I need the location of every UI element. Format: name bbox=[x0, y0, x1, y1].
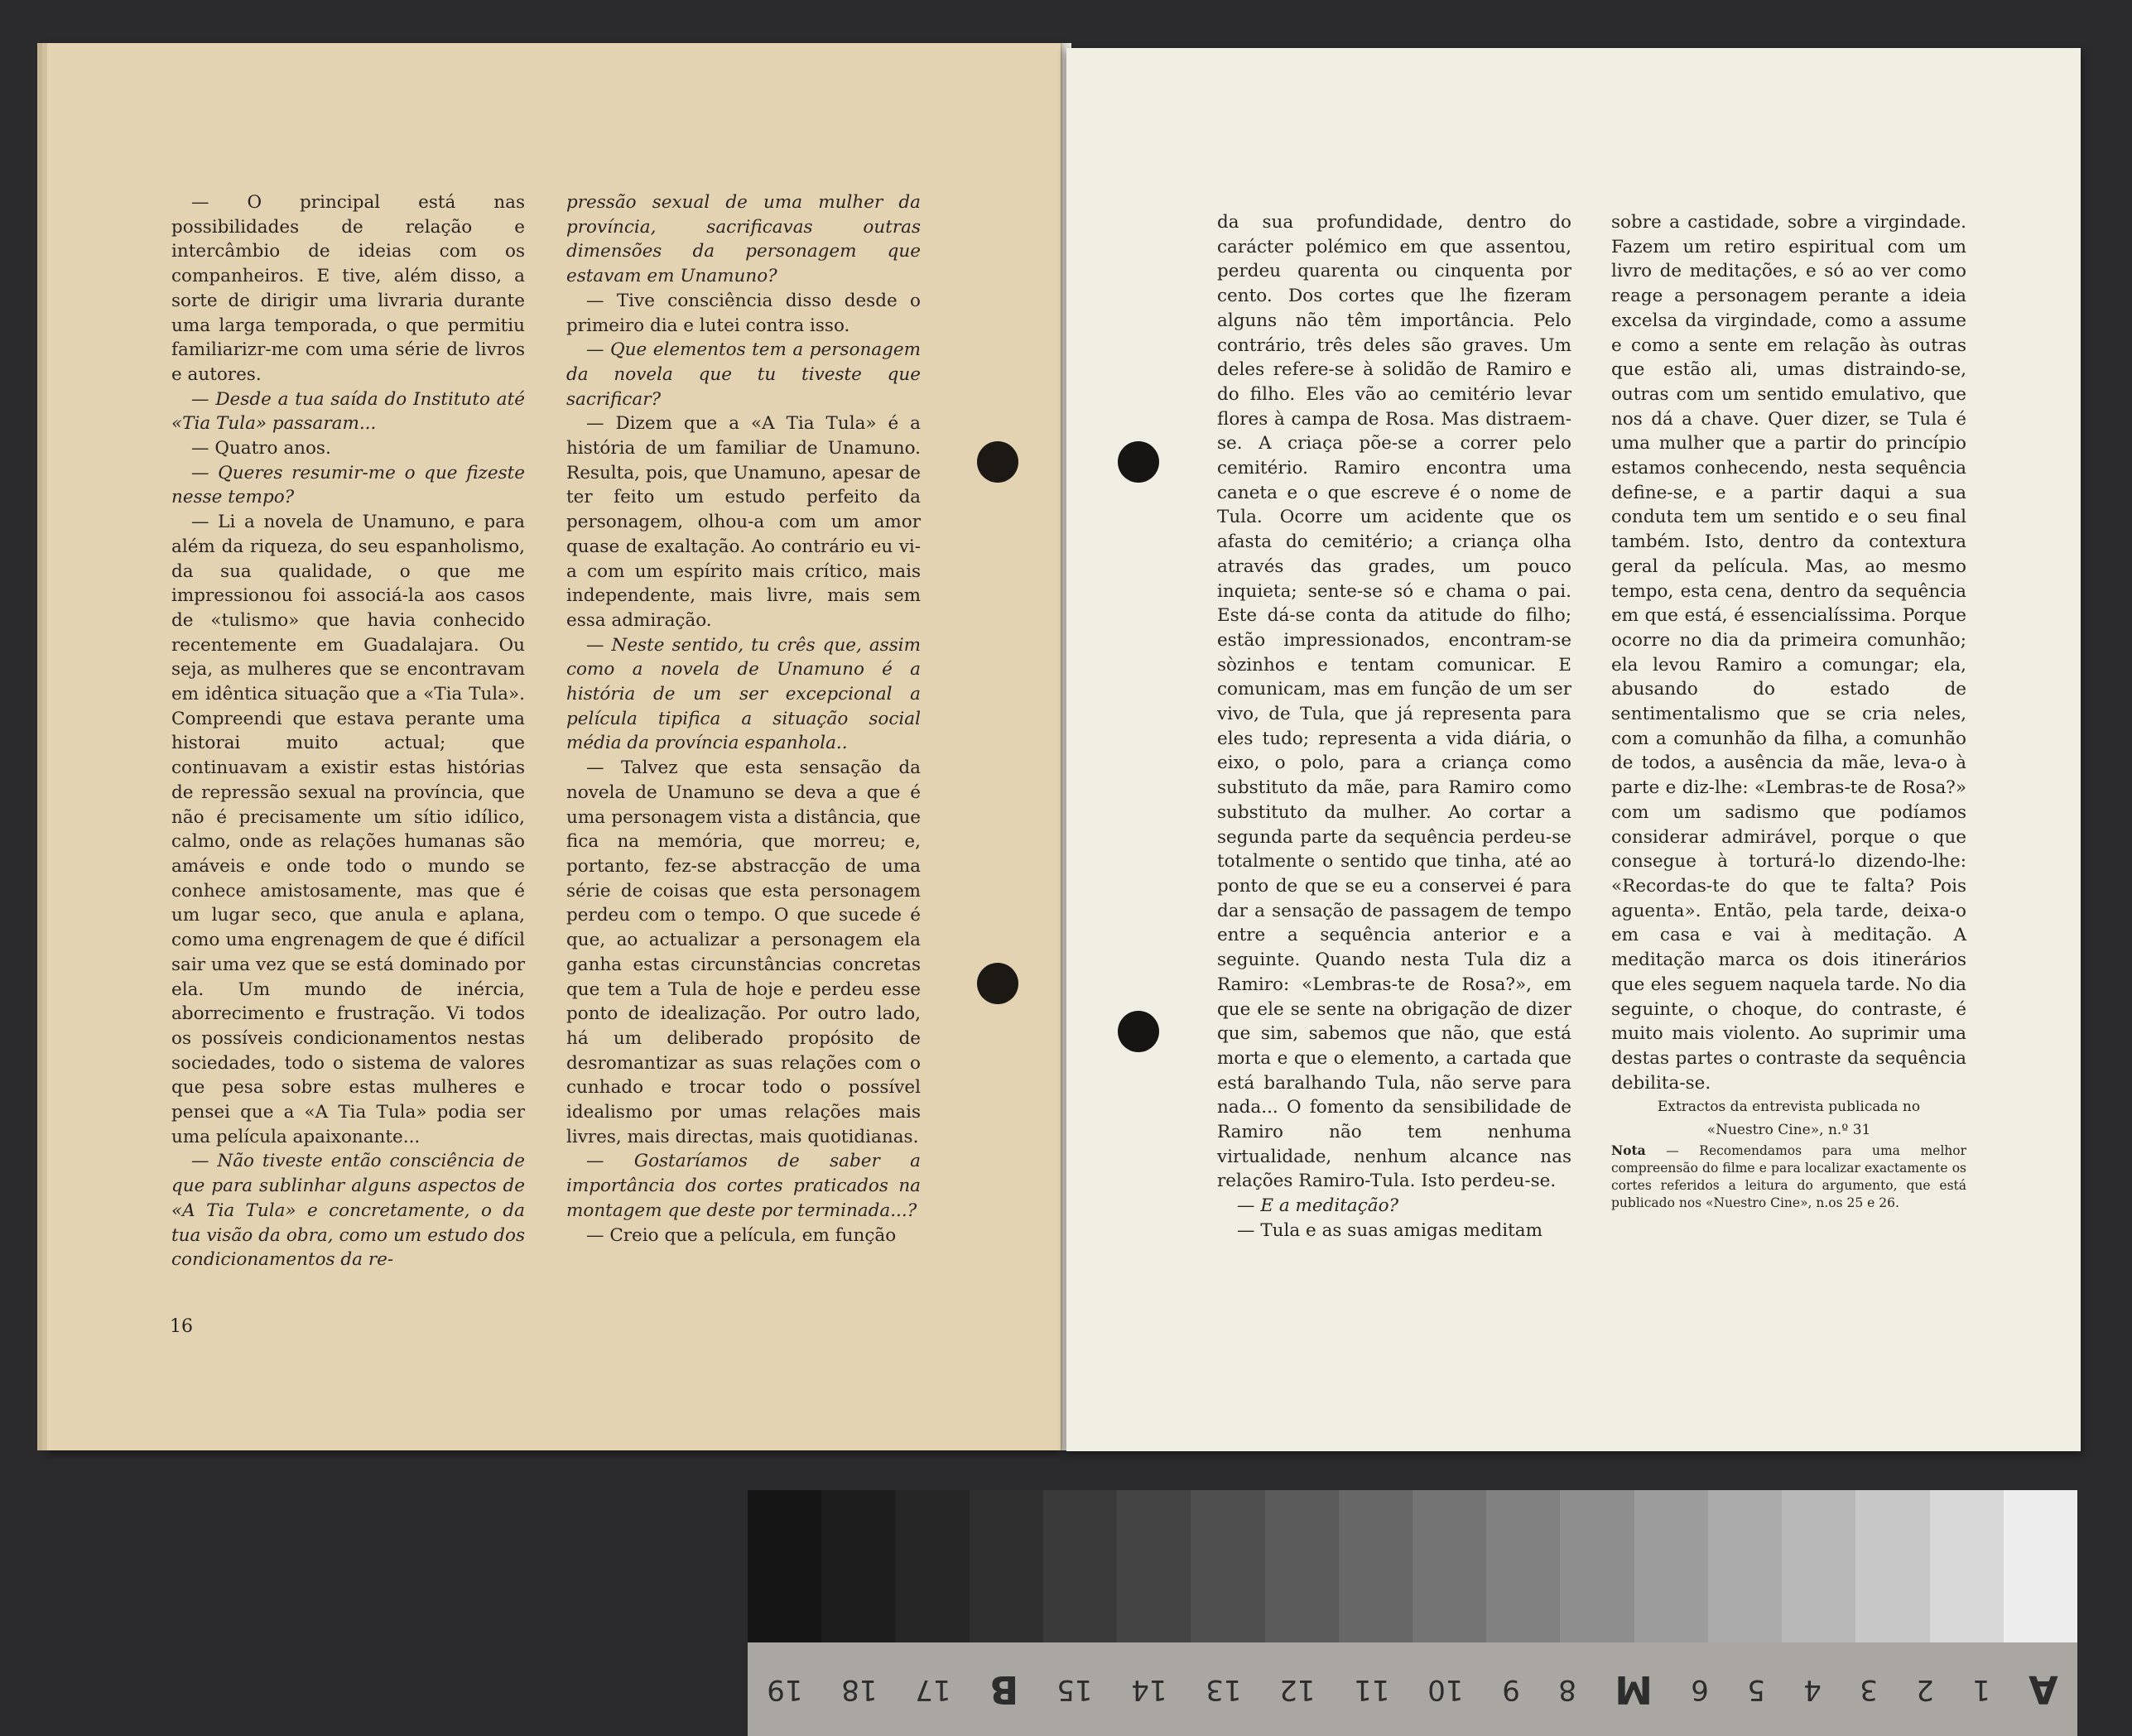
binder-hole-left-top bbox=[977, 441, 1018, 483]
gray-swatch bbox=[1486, 1490, 1560, 1642]
scale-label: 2 bbox=[1916, 1672, 1935, 1706]
answer-paragraph: — Dizem que a «A Tia Tula» é a história de um familiar de Unamuno. Resulta, pois, que Unamuno, apesar de ter feito um estudo perfeito da personagem, olhou-a com um amor quase de exaltação. Ao contrário eu vi-a com um espírito mais crítico, mais independente, mais livre, mais sem essa admiração. bbox=[566, 413, 921, 631]
gray-swatch bbox=[1117, 1490, 1191, 1642]
answer-paragraph: — Talvez que esta sensação da novela de Unamuno se deva a que é uma personagem vista a distância, que fica na memória, que morreu; e, portanto, fez-se abstracção de uma série de coisas que esta personagem perdeu com o tempo. O que sucede é que, ao actualizar a personagem ela ganha estas circunstâncias concretas que tem a Tula de hoje e perdeu esse ponto de idealização. Por outro lado, há um deliberado propósito de desromantizar as suas relações com o cunhado e trocar todo o possível idealismo por umas relações mais livres, mais directas, mais quotidianas. bbox=[566, 757, 921, 1147]
scale-label: 19 bbox=[767, 1672, 803, 1706]
gray-swatch bbox=[970, 1490, 1043, 1642]
gray-swatch bbox=[1708, 1490, 1782, 1642]
question-paragraph: — Neste sentido, tu crês que, assim como a novela de Unamuno é a história de um ser excepcional a película tipifica a situação social média da província espanhola.. bbox=[566, 634, 921, 754]
scale-label: 12 bbox=[1279, 1672, 1316, 1706]
source-credit-line-2: «Nuestro Cine», n.º 31 bbox=[1706, 1122, 1871, 1139]
gray-swatch bbox=[1855, 1490, 1929, 1642]
gray-swatch bbox=[1413, 1490, 1486, 1642]
gray-swatch bbox=[895, 1490, 969, 1642]
scale-label: M bbox=[1615, 1666, 1653, 1712]
scale-label: 3 bbox=[1860, 1672, 1879, 1706]
scale-label: 6 bbox=[1691, 1672, 1710, 1706]
scale-label: 10 bbox=[1427, 1672, 1464, 1706]
binder-hole-left-bottom bbox=[977, 963, 1018, 1004]
scale-label: 8 bbox=[1558, 1672, 1576, 1706]
gray-scale-strip bbox=[748, 1490, 2077, 1642]
gray-swatch bbox=[1043, 1490, 1117, 1642]
question-paragraph: — Desde a tua saída do Instituto até «Tia Tula» passaram... bbox=[171, 388, 525, 435]
gray-swatch bbox=[748, 1490, 821, 1642]
right-column-2-body bbox=[1611, 210, 1966, 1095]
answer-paragraph: sobre a castidade, sobre a virgindade. Fazem um retiro espiritual com um livro de meditações, e só ao ver como reage a personagem perante a ideia excelsa da virgindade, como a assume e como a sente em relação às outras que estão ali, umas distraindo-se, outras com um sentido emulativo, que nos dá a chave. Quer dizer, se Tula é uma mulher que a partir do princípio estamos conhecendo, nesta sequência define-se, e a partir daqui a sua conduta tem um sentido e o seu final também. Isto, dentro da contextura geral da película. Mas, ao mesmo tempo, esta cena, dentro da sequência em que está, é essencialíssima. Porque ocorre no dia da primeira comunhão; ela levou Ramiro a comungar; ela, abusando do estado de sentimentalismo que se cria neles, com a comunhão da filha, a comunhão de todos, a ausência da mãe, leva-o à parte e diz-lhe: «Lembras-te de Rosa?» com um sadismo que podíamos considerar admirável, porque o que consegue à torturá-lo dizendo-lhe: «Recordas-te do que te falta? Pois aguenta». Então, pela tarde, deixa-o em casa e vai à meditação. A meditação marca os dois itinerários que eles seguem naquela tarde. No dia seguinte, o choque, do contraste, é muito mais violento. Ao suprimir uma destas partes o contraste da sequência debilita-se. bbox=[1611, 212, 1966, 1094]
scale-label: 18 bbox=[840, 1672, 878, 1706]
footnote-label: Nota bbox=[1611, 1142, 1646, 1159]
right-page-column-2 bbox=[1611, 210, 1966, 1212]
answer-paragraph: — Tive consciência disso desde o primeiro dia e lutei contra isso. bbox=[566, 290, 921, 336]
binder-hole-bottom bbox=[1118, 1011, 1159, 1052]
scale-label: 15 bbox=[1056, 1672, 1093, 1706]
gray-swatch bbox=[2004, 1490, 2077, 1642]
answer-paragraph: — O principal está nas possibilidades de relação e intercâmbio de ideias com os companheiros. E tive, além disso, a sorte de dirigir uma livraria durante uma larga temporada, o que permitiu familiarizr-me com uma série de livros e autores. bbox=[171, 192, 525, 385]
answer-paragraph: — Quatro anos. bbox=[191, 438, 331, 459]
question-paragraph: — E a meditação? bbox=[1237, 1195, 1399, 1217]
right-page-column-1 bbox=[1217, 210, 1571, 1243]
gray-swatch bbox=[1782, 1490, 1855, 1642]
footnote bbox=[1611, 1142, 1966, 1212]
gray-swatch bbox=[1191, 1490, 1264, 1642]
question-paragraph: — Não tiveste então consciência de que para sublinhar alguns aspectos de «A Tia Tula» e concretamente, o da tua visão da obra, como um estudo dos condicionamentos da re- bbox=[171, 1151, 525, 1271]
source-credit bbox=[1611, 1095, 1966, 1142]
gray-swatch bbox=[1560, 1490, 1634, 1642]
scale-label: B bbox=[989, 1666, 1019, 1712]
right-page bbox=[1066, 48, 2081, 1451]
page-number: 16 bbox=[170, 1316, 193, 1337]
gray-swatch bbox=[1634, 1490, 1708, 1642]
scale-label: 11 bbox=[1353, 1672, 1390, 1706]
binder-hole-top bbox=[1118, 441, 1159, 483]
question-paragraph: — Que elementos tem a personagem da novela que tu tiveste que sacrificar? bbox=[566, 339, 921, 410]
scale-label: 17 bbox=[915, 1672, 951, 1706]
scale-label: 5 bbox=[1747, 1672, 1766, 1706]
question-paragraph: pressão sexual de uma mulher da província, sacrificavas outras dimensões da personagem que estavam em Unamuno? bbox=[566, 192, 921, 287]
answer-paragraph: da sua profundidade, dentro do carácter polémico em que assentou, perdeu quarenta ou cinquenta por cento. Dos cortes que lhe fizeram alguns não têm importância. Pelo contrário, três deles são graves. Um deles refere-se à solidão de Ramiro e do filho. Eles vão ao cemitério levar flores à campa de Rosa. Mas distraem-se. A criaça põe-se a correr pelo cemitério. Ramiro encontra uma caneta e o que escreve é o nome de Tula. Ocorre um acidente que os afasta do cemitério; a criança olha através das grades, um pouco inquieta; sente-se só e chama o pai. Este dá-se conta da atitude do filho; estão impressionados, encontram-se sòzinhos e tentam comunicar. E comunicam, mas em função de um ser vivo, de Tula, que já representa para eles tudo; representa a vida diária, o eixo, o polo, para a criança como substituto da mãe, para Ramiro como substituto da mulher. Ao cortar a segunda parte da sequência perdeu-se totalmente o sentido que tinha, até ao ponto de que se eu a conservei é para dar a sensação de passagem de tempo entre a sequência anterior e a seguinte. Quando nesta Tula diz a Ramiro: «Lembras-te de Rosa?», em que ele se sente na obrigação de dizer que sim, sabemos que não, que está morta e que o elemento, a cartada que está baralhando Tula, não serve para nada... O fomento da sensibilidade de Ramiro não tem nenhuma virtualidade, nenhum alcance nas relações Ramiro-Tula. Isto perdeu-se. bbox=[1217, 212, 1571, 1192]
gray-swatch bbox=[821, 1490, 895, 1642]
left-page-column-2 bbox=[566, 190, 921, 1248]
scale-label: 4 bbox=[1803, 1672, 1822, 1706]
scale-label: A bbox=[2029, 1666, 2058, 1712]
left-page-column-1 bbox=[171, 190, 525, 1272]
question-paragraph: — Queres resumir-me o que fizeste nesse tempo? bbox=[171, 462, 525, 508]
scale-label: 13 bbox=[1205, 1672, 1241, 1706]
gray-swatch bbox=[1930, 1490, 2004, 1642]
scale-ruler bbox=[748, 1642, 2077, 1736]
question-paragraph: — Gostaríamos de saber a importância dos cortes praticados na montagem que deste por terminada...? bbox=[566, 1151, 921, 1221]
answer-paragraph: — Tula e as suas amigas meditam bbox=[1237, 1219, 1542, 1241]
scale-label: 1 bbox=[1972, 1672, 1991, 1706]
gray-swatch bbox=[1339, 1490, 1413, 1642]
footnote-text: — Recomendamos para uma melhor compreensão do filme e para localizar exactamente os cortes referidos a leitura do argumento, que está publicado nos «Nuestro Cine», n.os 25 e 26. bbox=[1611, 1143, 1966, 1211]
source-credit-line-1: Extractos da entrevista publicada no bbox=[1657, 1099, 1921, 1116]
color-calibration-target bbox=[748, 1490, 2077, 1736]
scale-label: 9 bbox=[1502, 1672, 1520, 1706]
left-page bbox=[47, 43, 1061, 1450]
answer-paragraph: — Creio que a película, em função bbox=[586, 1224, 897, 1246]
gray-swatch bbox=[1265, 1490, 1339, 1642]
answer-paragraph: — Li a novela de Unamuno, e para além da riqueza, do seu espanholismo, da sua qualidade, o que me impressionou foi associá-la aos casos de «tulismo» que havia conhecido recentemente em Guadalajara. Ou seja, as mulheres que se encontravam em idêntica situação que a «Tia Tula». Compreendi que estava perante uma historai muito actual; que continuavam a existir estas histórias de repressão sexual na província, que não é precisamente um sítio idílico, calmo, onde as relações humanas são amáveis e onde todo o mundo se conhece amistosamente, mas que é um lugar seco, que anula e aplana, como uma engrenagem de que é difícil sair uma vez que se está dominado por ela. Um mundo de inércia, aborrecimento e frustração. Vi todos os possíveis condicionamentos nestas sociedades, todo o sistema de valores que pesa sobre estas mulheres e pensei que a «A Tia Tula» podia ser uma película apaixonante... bbox=[171, 512, 525, 1147]
scale-label: 14 bbox=[1131, 1672, 1167, 1706]
